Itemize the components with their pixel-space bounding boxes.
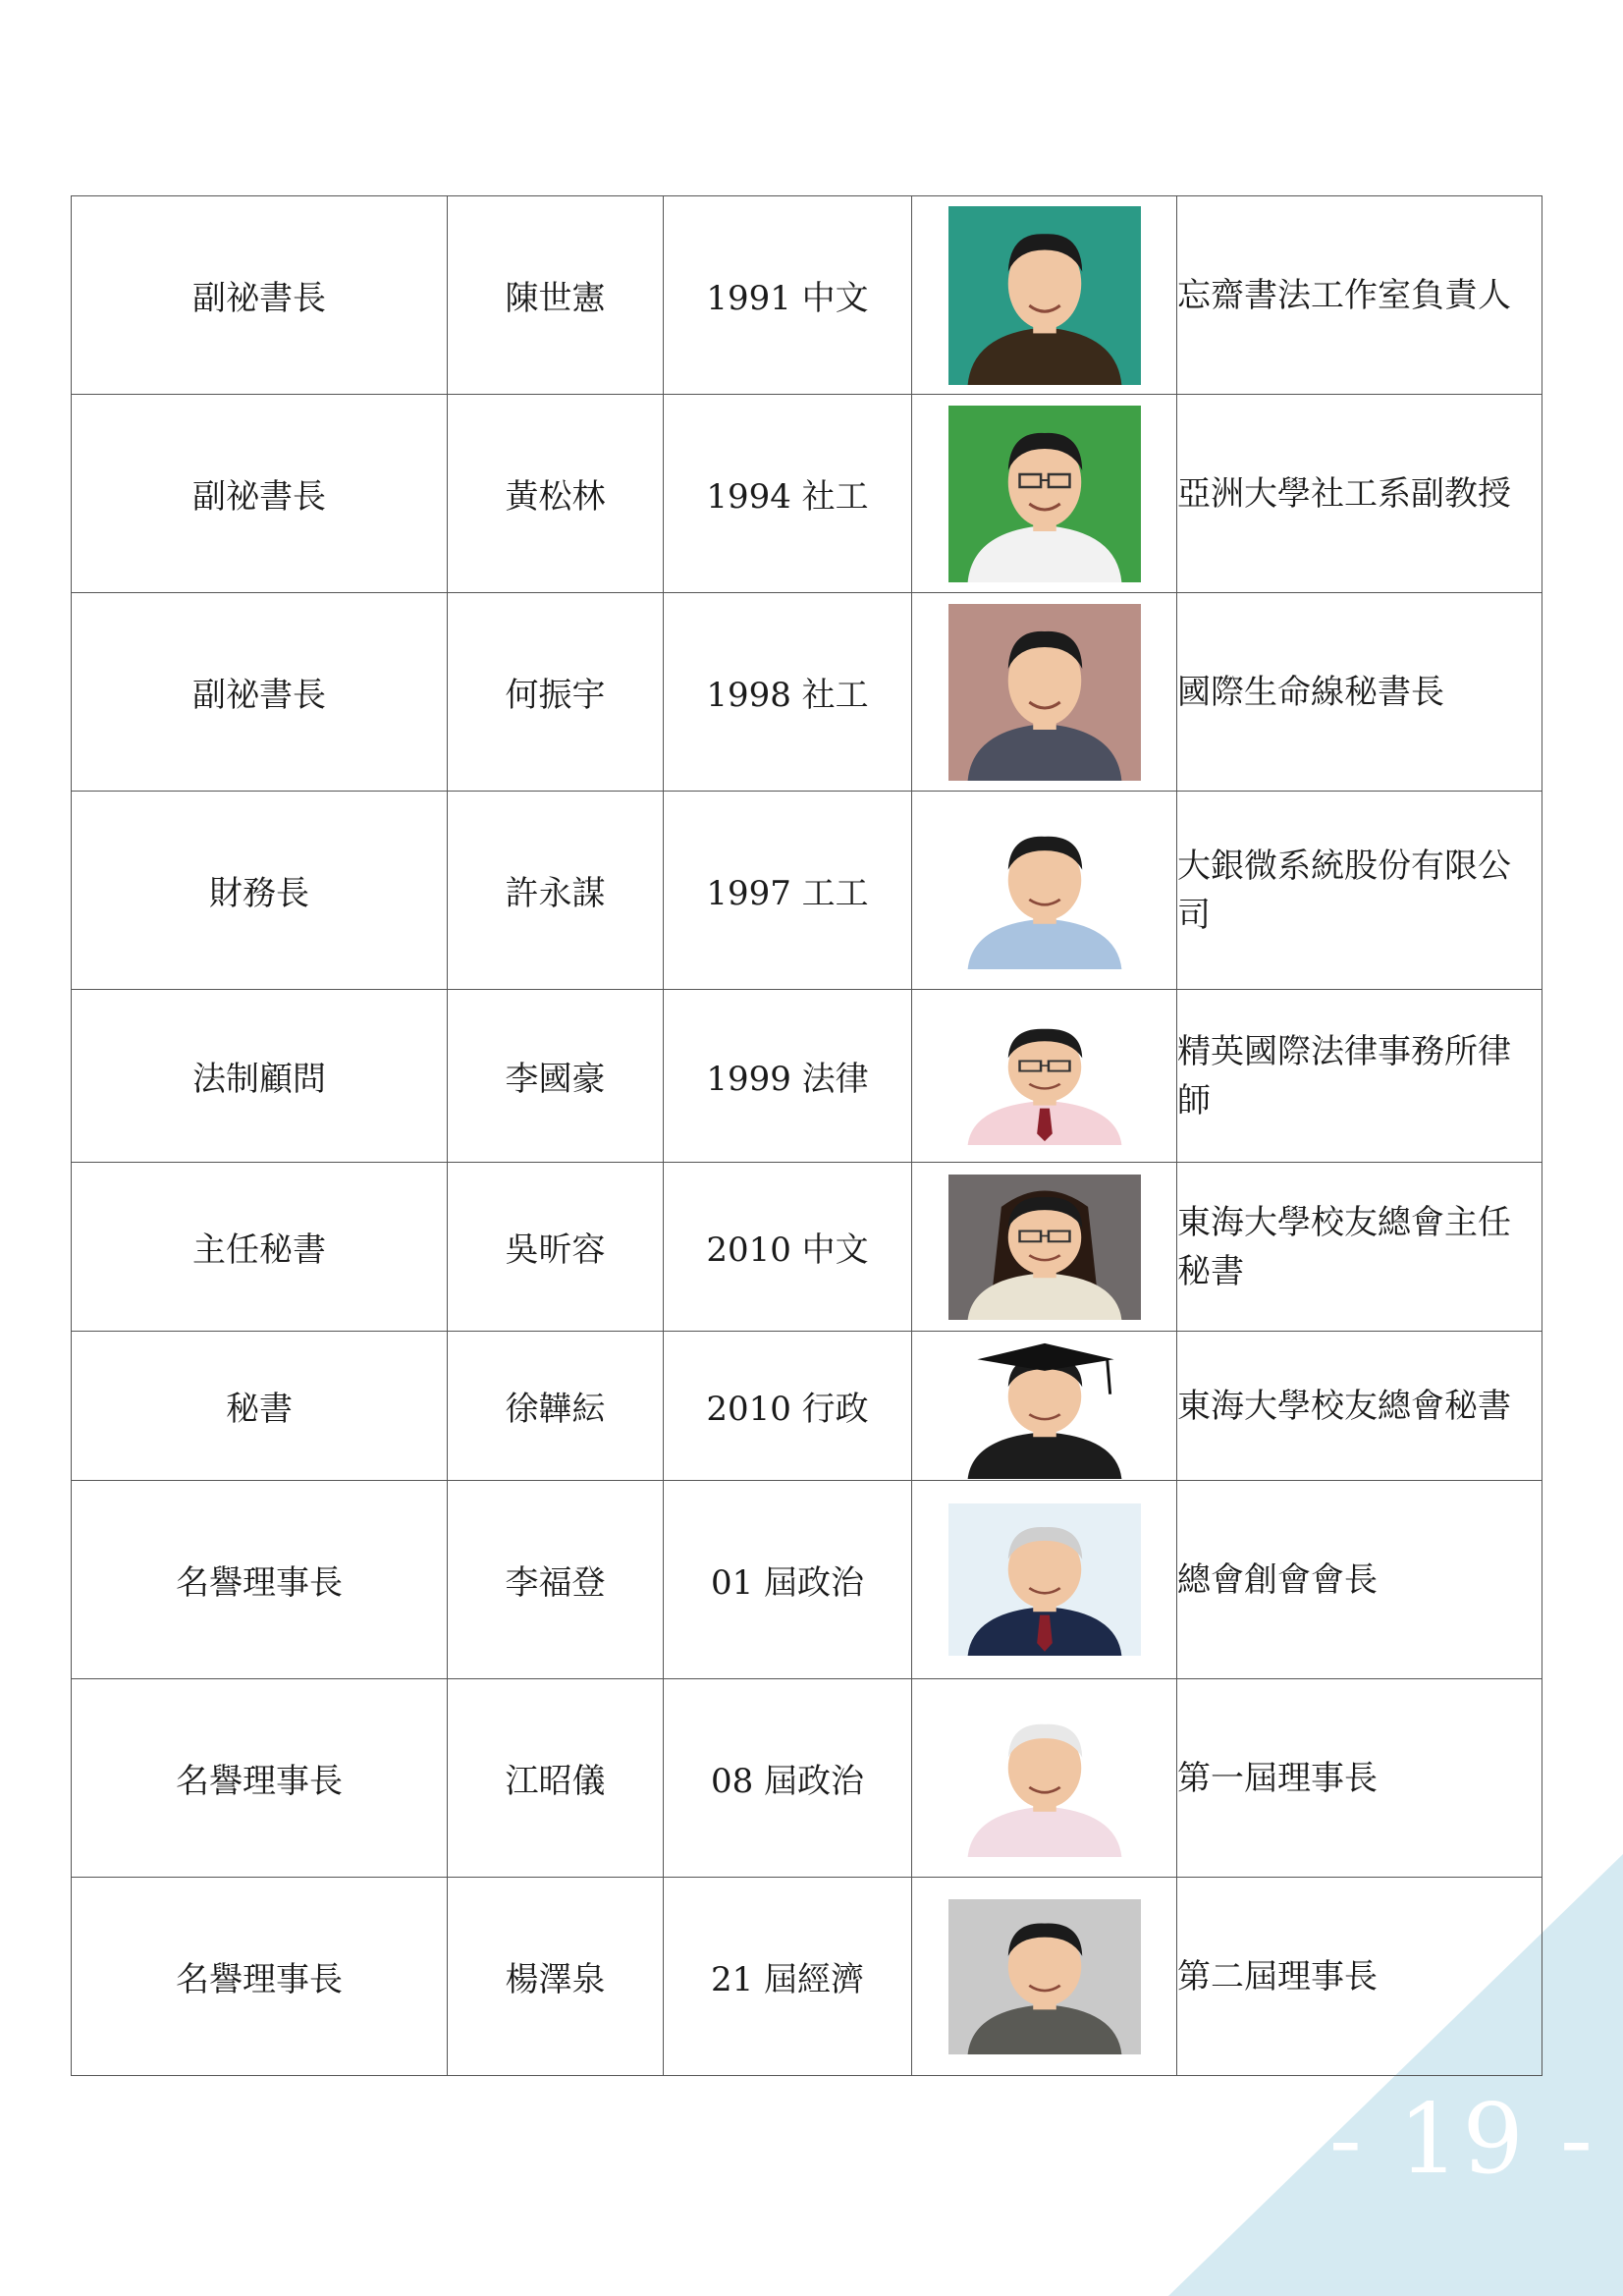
member-photo-cell — [912, 990, 1177, 1163]
member-photo-cell — [912, 792, 1177, 990]
member-description: 亞洲大學社工系副教授 — [1177, 395, 1542, 593]
member-name: 吳昕容 — [448, 1163, 664, 1332]
member-name: 楊澤泉 — [448, 1878, 664, 2076]
member-row — [72, 395, 1542, 593]
member-photo — [948, 604, 1141, 781]
member-description: 忘齋書法工作室負責人 — [1177, 196, 1542, 395]
member-name: 江昭儀 — [448, 1679, 664, 1878]
member-row — [72, 1163, 1542, 1332]
member-name: 黃松林 — [448, 395, 664, 593]
member-name: 許永謀 — [448, 792, 664, 990]
member-title: 副祕書長 — [72, 395, 448, 593]
member-class: 1991 中文 — [664, 196, 912, 395]
member-class: 1999 法律 — [664, 990, 912, 1163]
member-row — [72, 196, 1542, 395]
member-table — [71, 195, 1542, 2076]
member-description: 東海大學校友總會主任秘書 — [1177, 1163, 1542, 1332]
member-photo-cell — [912, 1332, 1177, 1481]
member-row — [72, 990, 1542, 1163]
member-class: 1994 社工 — [664, 395, 912, 593]
member-title: 名譽理事長 — [72, 1878, 448, 2076]
member-class: 01 屆政治 — [664, 1481, 912, 1679]
member-class: 21 屆經濟 — [664, 1878, 912, 2076]
member-title: 副祕書長 — [72, 196, 448, 395]
page-number: - 19 - — [1328, 2084, 1596, 2196]
member-class: 08 屆政治 — [664, 1679, 912, 1878]
member-photo-cell — [912, 1163, 1177, 1332]
member-photo — [948, 1008, 1141, 1145]
member-photo — [948, 1899, 1141, 2054]
member-class: 2010 中文 — [664, 1163, 912, 1332]
member-title: 秘書 — [72, 1332, 448, 1481]
member-class: 1997 工工 — [664, 792, 912, 990]
member-row — [72, 792, 1542, 990]
member-description: 總會創會會長 — [1177, 1481, 1542, 1679]
member-description: 第一屆理事長 — [1177, 1679, 1542, 1878]
member-photo — [948, 812, 1141, 969]
member-class: 2010 行政 — [664, 1332, 912, 1481]
member-row — [72, 593, 1542, 792]
member-title: 名譽理事長 — [72, 1481, 448, 1679]
member-description: 大銀微系統股份有限公司 — [1177, 792, 1542, 990]
member-title: 財務長 — [72, 792, 448, 990]
member-photo — [948, 1700, 1141, 1857]
member-photo-cell — [912, 1481, 1177, 1679]
member-photo-cell — [912, 1679, 1177, 1878]
member-photo-cell — [912, 593, 1177, 792]
member-photo — [948, 1503, 1141, 1656]
member-description: 第二屆理事長 — [1177, 1878, 1542, 2076]
member-name: 徐韡紜 — [448, 1332, 664, 1481]
member-photo-cell — [912, 196, 1177, 395]
member-class: 1998 社工 — [664, 593, 912, 792]
member-description: 國際生命線秘書長 — [1177, 593, 1542, 792]
member-photo — [948, 1175, 1141, 1320]
member-title: 主任秘書 — [72, 1163, 448, 1332]
member-description: 精英國際法律事務所律師 — [1177, 990, 1542, 1163]
member-row — [72, 1679, 1542, 1878]
member-title: 名譽理事長 — [72, 1679, 448, 1878]
member-row — [72, 1878, 1542, 2076]
member-name: 李福登 — [448, 1481, 664, 1679]
member-row — [72, 1481, 1542, 1679]
member-title: 副祕書長 — [72, 593, 448, 792]
member-description: 東海大學校友總會秘書 — [1177, 1332, 1542, 1481]
member-photo — [948, 1334, 1141, 1479]
member-photo-cell — [912, 395, 1177, 593]
member-photo — [948, 206, 1141, 385]
member-name: 陳世憲 — [448, 196, 664, 395]
member-photo — [948, 406, 1141, 582]
member-row — [72, 1332, 1542, 1481]
member-title: 法制顧問 — [72, 990, 448, 1163]
member-name: 何振宇 — [448, 593, 664, 792]
member-name: 李國豪 — [448, 990, 664, 1163]
member-photo-cell — [912, 1878, 1177, 2076]
